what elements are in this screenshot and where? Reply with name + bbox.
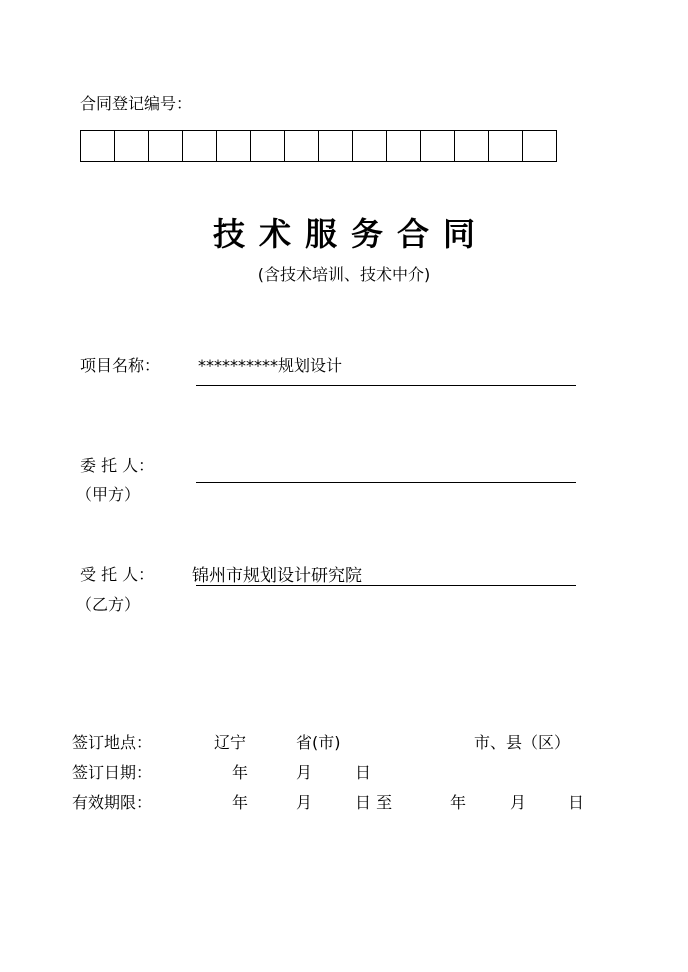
registration-number-box[interactable] [386, 130, 421, 162]
registration-number-box[interactable] [80, 130, 115, 162]
document-title: 技术服务合同 [212, 215, 489, 253]
project-name-value[interactable]: **********规划设计 [198, 356, 343, 375]
trustee-label: 受 托 人： [80, 565, 155, 584]
trustee-value[interactable]: 锦州市规划设计研究院 [192, 566, 362, 586]
registration-number-box[interactable] [250, 130, 285, 162]
trustee-sub-label: （乙方） [76, 595, 141, 614]
signing-province-suffix: 省(市) [296, 733, 341, 752]
trustee-underline [196, 585, 576, 586]
project-name-underline [196, 385, 576, 386]
signing-province[interactable]: 辽宁 [214, 733, 247, 752]
registration-label: 合同登记编号： [80, 94, 193, 113]
client-underline [196, 482, 576, 483]
registration-number-box[interactable] [318, 130, 353, 162]
project-name-label: 项目名称： [80, 356, 161, 375]
signing-city-suffix: 市、县（区） [474, 733, 571, 752]
signing-date-month: 月 [296, 763, 313, 782]
client-sub-label: （甲方） [76, 485, 141, 504]
registration-number-box[interactable] [454, 130, 489, 162]
validity-end-month: 月 [510, 793, 527, 812]
registration-number-box[interactable] [182, 130, 217, 162]
registration-number-box[interactable] [114, 130, 149, 162]
registration-number-boxes[interactable] [80, 130, 556, 162]
registration-number-box[interactable] [522, 130, 557, 162]
registration-number-box[interactable] [352, 130, 387, 162]
validity-end-year: 年 [450, 793, 467, 812]
signing-date-day: 日 [355, 763, 372, 782]
validity-label: 有效期限： [72, 793, 153, 812]
registration-number-box[interactable] [420, 130, 455, 162]
registration-number-box[interactable] [216, 130, 251, 162]
registration-number-box[interactable] [488, 130, 523, 162]
validity-start-month: 月 [296, 793, 313, 812]
validity-end-day: 日 [568, 793, 585, 812]
client-label: 委 托 人： [80, 456, 155, 475]
signing-date-label: 签订日期： [72, 763, 153, 782]
validity-start-day-to: 日 至 [355, 793, 393, 812]
document-subtitle: (含技术培训、技术中介) [257, 265, 431, 284]
signing-place-label: 签订地点： [72, 733, 153, 752]
validity-start-year: 年 [232, 793, 249, 812]
registration-number-box[interactable] [284, 130, 319, 162]
signing-date-year: 年 [232, 763, 249, 782]
registration-number-box[interactable] [148, 130, 183, 162]
